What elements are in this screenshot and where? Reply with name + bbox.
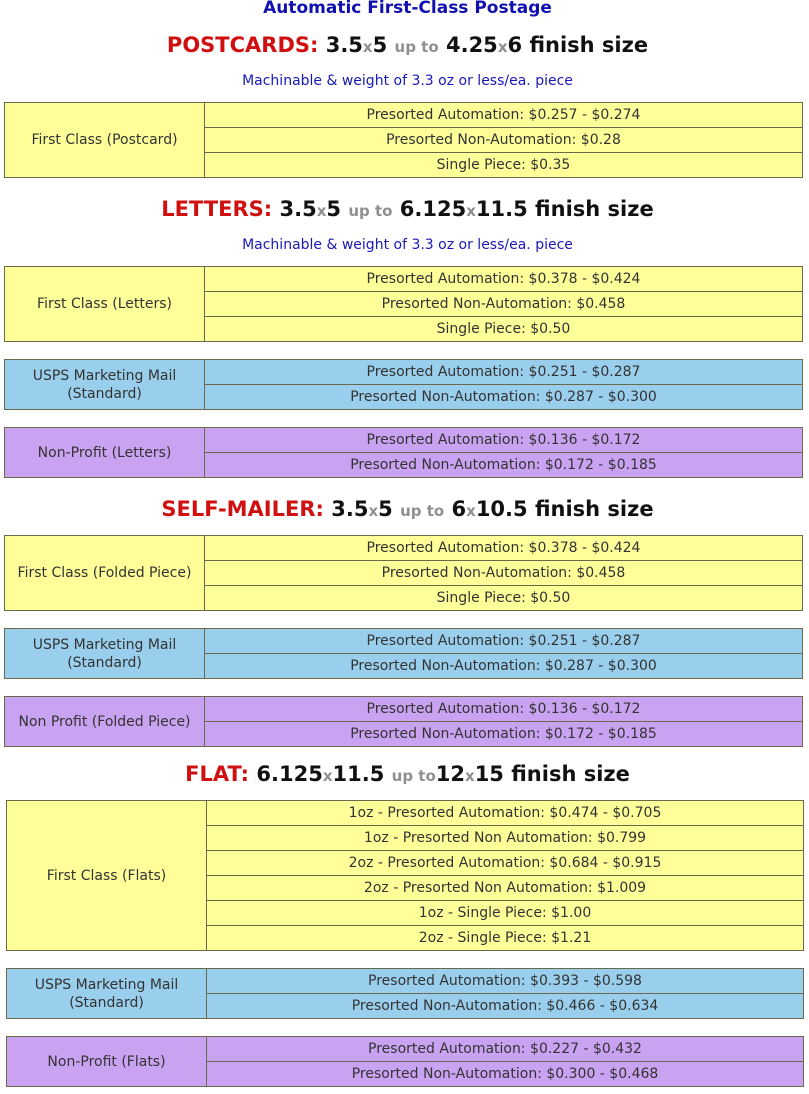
rate-table-label: Non-Profit (Letters) [5,428,205,477]
rate-table-label: USPS Marketing Mail (Standard) [5,629,205,678]
selfmailer-nonprofit-table [4,696,803,747]
rate-table-label: USPS Marketing Mail (Standard) [5,360,205,409]
rate-row: Presorted Non-Automation: $0.300 - $0.468 [207,1061,803,1086]
rate-row: Presorted Non-Automation: $0.466 - $0.634 [207,993,803,1018]
rate-row: Presorted Automation: $0.136 - $0.172 [366,432,641,448]
rate-row: Presorted Non-Automation: $0.287 - $0.300 [205,653,802,678]
rate-row: Presorted Non-Automation: $0.458 [205,291,802,316]
rate-row: Presorted Automation: $0.393 - $0.598 [368,973,642,989]
rate-row: Presorted Non-Automation: $0.28 [205,127,802,152]
selfmailer-heading: SELF-MAILER: 3.5x5 up to 6x10.5 finish size [161,497,654,521]
selfmailer-marketing-table [4,628,803,679]
letters-nonprofit-table [4,427,803,478]
letters-first-class-table [4,266,803,342]
rate-row: Presorted Automation: $0.136 - $0.172 [366,701,641,717]
rate-row: Single Piece: $0.50 [205,316,802,341]
rate-row: Presorted Non-Automation: $0.458 [205,560,802,585]
rate-row: Presorted Non-Automation: $0.172 - $0.185 [205,452,802,477]
rate-row: Presorted Non-Automation: $0.287 - $0.300 [205,384,802,409]
rate-row: Presorted Automation: $0.378 - $0.424 [366,540,641,556]
rate-row: 1oz - Single Piece: $1.00 [207,900,803,925]
rate-table-label: First Class (Flats) [7,801,207,950]
rate-row: 2oz - Presorted Automation: $0.684 - $0.915 [207,850,803,875]
rate-row: Single Piece: $0.35 [205,152,802,177]
rate-table-label: First Class (Postcard) [5,103,205,177]
rate-row: Presorted Automation: $0.378 - $0.424 [366,271,641,287]
rate-row: Presorted Non-Automation: $0.172 - $0.185 [205,721,802,746]
rate-row: Single Piece: $0.50 [205,585,802,610]
postcards-first-class-table [4,102,803,178]
rate-row: 1oz - Presorted Automation: $0.474 - $0.705 [348,805,662,821]
rate-table-label: First Class (Folded Piece) [5,536,205,610]
flat-first-class-table [6,800,804,951]
letters-note: Machinable & weight of 3.3 oz or less/ea. piece [242,237,573,253]
letters-heading: LETTERS: 3.5x5 up to 6.125x11.5 finish size [161,197,654,221]
rate-row: Presorted Automation: $0.257 - $0.274 [366,107,641,123]
selfmailer-first-class-table [4,535,803,611]
rate-row: Presorted Automation: $0.227 - $0.432 [368,1041,642,1057]
postcards-note: Machinable & weight of 3.3 oz or less/ea. piece [242,73,573,89]
flat-marketing-table [6,968,804,1019]
letters-marketing-table [4,359,803,410]
rate-row: 2oz - Presorted Non Automation: $1.009 [207,875,803,900]
flat-heading: FLAT: 6.125x11.5 up to12x15 finish size [185,762,630,786]
rate-table-label: Non-Profit (Flats) [7,1037,207,1086]
rate-table-label: First Class (Letters) [5,267,205,341]
postcards-heading: POSTCARDS: 3.5x5 up to 4.25x6 finish size [166,33,649,57]
rate-table-label: Non Profit (Folded Piece) [5,697,205,746]
flat-nonprofit-table [6,1036,804,1087]
rate-row: Presorted Automation: $0.251 - $0.287 [366,633,641,649]
rate-row: Presorted Automation: $0.251 - $0.287 [366,364,641,380]
page-title: Automatic First-Class Postage [263,0,552,18]
rate-row: 1oz - Presorted Non Automation: $0.799 [207,825,803,850]
rate-table-label: USPS Marketing Mail (Standard) [7,969,207,1018]
rate-row: 2oz - Single Piece: $1.21 [207,925,803,950]
